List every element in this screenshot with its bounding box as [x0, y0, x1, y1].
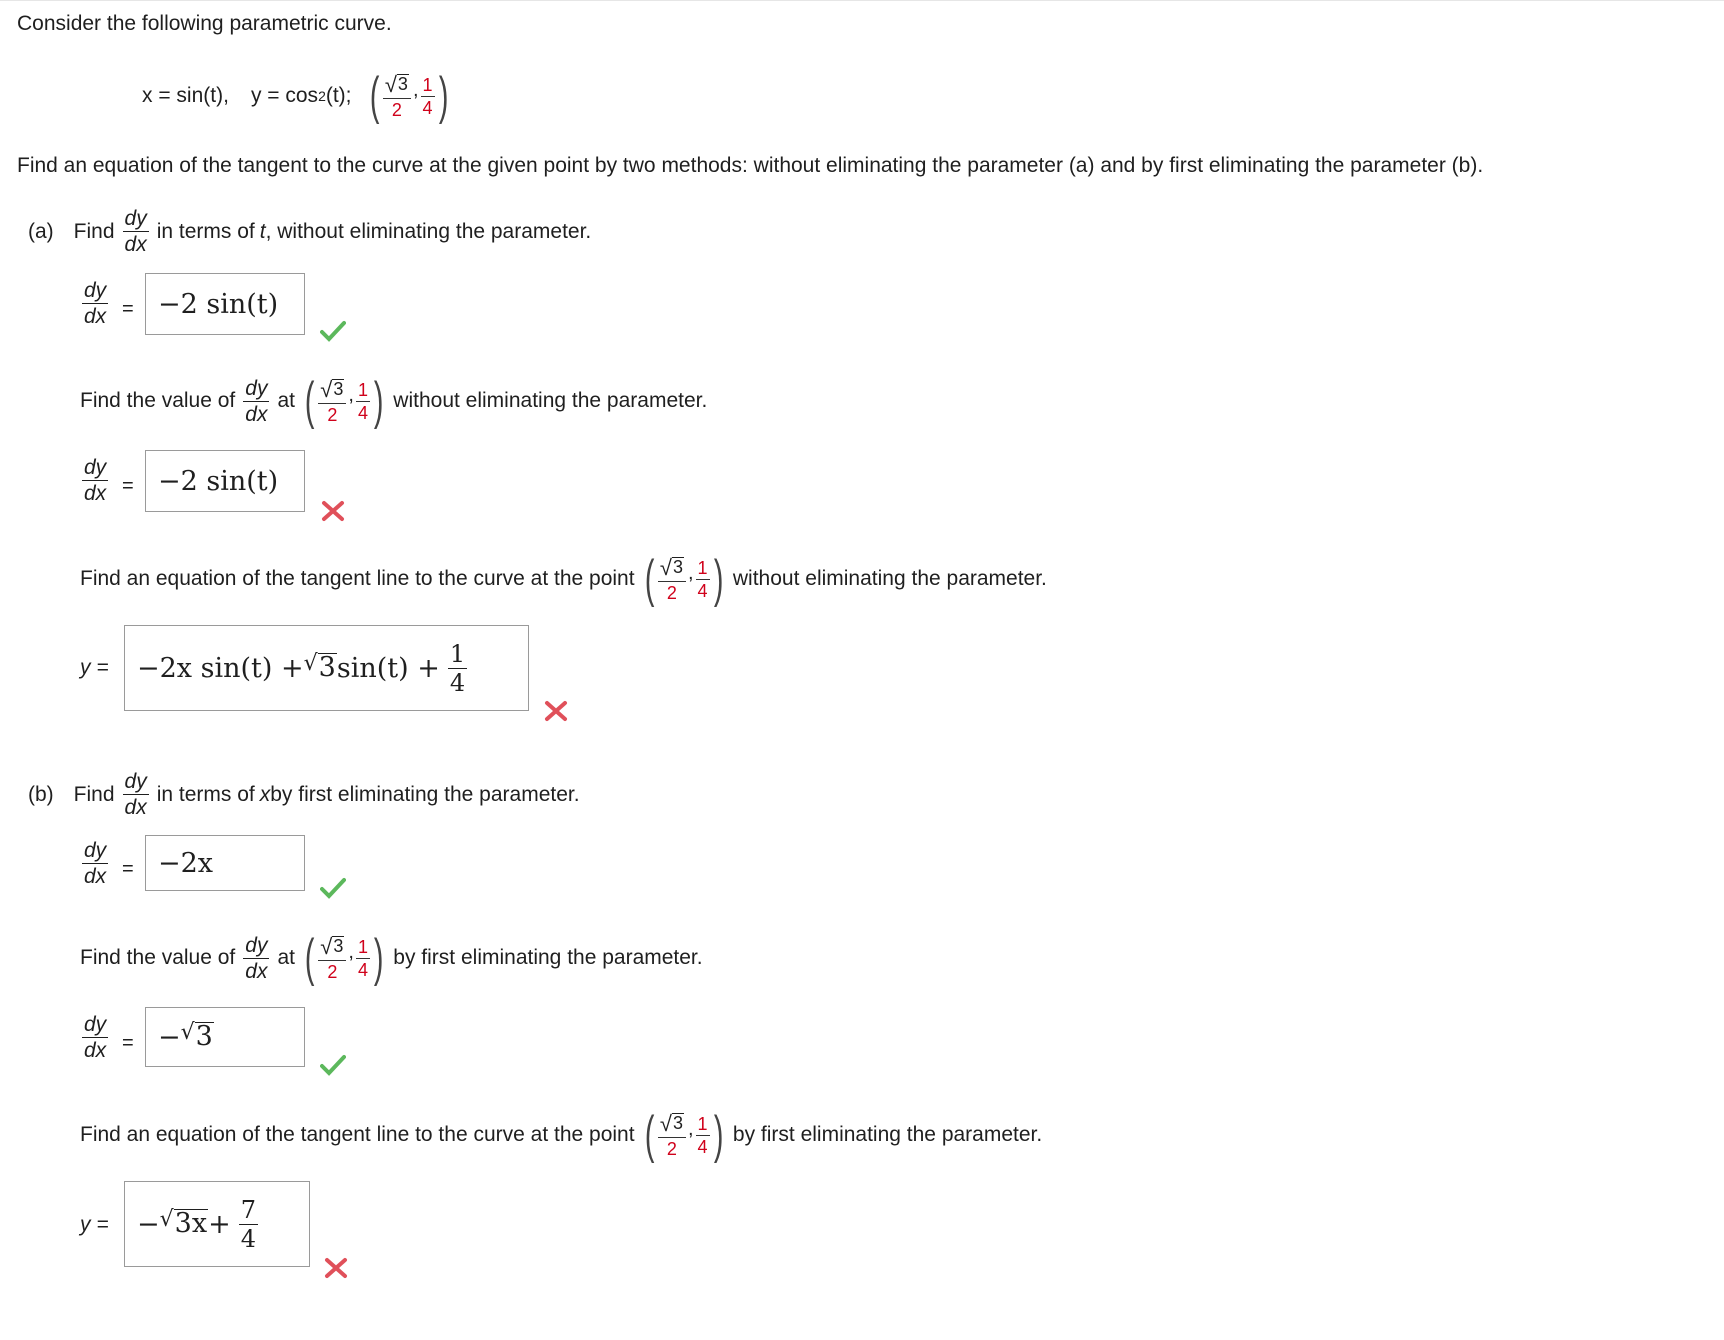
part-a-label: (a) [28, 219, 54, 243]
b2-check-icon [320, 1054, 346, 1076]
x-equation: x = sin(t), [142, 84, 229, 107]
a1-answer-input[interactable]: −2 sin(t) [145, 273, 305, 335]
b1-equals: = [122, 858, 134, 880]
a2-dydx-label: $\frac{dy}{dx}$ [84, 456, 107, 505]
a2-point: ( √ 3 2 , $\frac{1}{4}$ ) [304, 372, 384, 430]
a3-answer-input[interactable]: −2x sin(t) + √ 3 sin(t) + $\frac{1}{4}$ [124, 625, 529, 711]
a3-prompt: Find an equation of the tangent line to the curve at the point ( √ 3 2 , $\frac{1}{4}$ ) without eliminating the parameter. [80, 550, 1047, 608]
prompt-text-end: , without eliminating the parameter. [265, 219, 592, 243]
top-divider [0, 0, 1724, 1]
b3-prompt: Find an equation of the tangent line to the curve at the point ( √ 3 2 , $\frac{1}{4}$ ) by first eliminating the parameter. [80, 1106, 1043, 1164]
y-exponent: 2 [318, 88, 326, 104]
dy-dx-fraction: $\frac{dy}{dx}$ [124, 207, 147, 256]
given-point: ( √ 3 2 , $\frac{1}{4}$ ) [369, 67, 448, 125]
b2-prompt: Find the value of $\frac{dy}{dx}$ at ( √ 3 2 , $\frac{1}{4}$ ) by first eliminating the parameter. [80, 929, 703, 987]
a2-equals: = [122, 475, 134, 497]
prompt-text: in terms of [156, 219, 255, 243]
b1-answer-input[interactable]: −2x [145, 835, 305, 891]
b1-check-icon [320, 877, 346, 899]
b2-answer-input[interactable]: − √ 3 [145, 1007, 305, 1067]
a2-prompt: Find the value of $\frac{dy}{dx}$ at ( √ 3 2 , $\frac{1}{4}$ ) without eliminating the parameter. [80, 372, 708, 430]
intro-text: Consider the following parametric curve. [17, 12, 392, 35]
b3-answer-input[interactable]: − √ 3x + $\frac{7}{4}$ [124, 1181, 310, 1267]
b1-dydx-label: $\frac{dy}{dx}$ [84, 839, 107, 888]
b2-equals: = [122, 1032, 134, 1054]
a3-y-label: y = [80, 656, 109, 679]
instructions-text: Find an equation of the tangent to the curve at the given point by two methods: without eliminating the parameter (a) and by first eliminating the parameter (b). [17, 154, 1484, 177]
prompt-var: x [259, 782, 271, 806]
part-b-label: (b) [28, 782, 54, 806]
find-word: Find [73, 782, 115, 806]
y-equation-tail: (t); [325, 84, 352, 107]
prompt-text: in terms of [156, 782, 255, 806]
a2-answer-input[interactable]: −2 sin(t) [145, 450, 305, 512]
dy-dx-fraction: $\frac{dy}{dx}$ [124, 770, 147, 819]
b2-point: ( √ 3 2 , $\frac{1}{4}$ ) [304, 929, 384, 987]
prompt-text-end: by first eliminating the parameter. [270, 782, 580, 806]
part-b-prompt [28, 771, 580, 818]
a1-dydx-label: $\frac{dy}{dx}$ [84, 279, 107, 328]
b3-y-label: y = [80, 1213, 109, 1236]
b3-cross-icon [323, 1257, 349, 1279]
a3-cross-icon [543, 700, 569, 722]
b2-dydx-label: $\frac{dy}{dx}$ [84, 1013, 107, 1062]
a1-check-icon [320, 320, 346, 342]
y-equation: y = cos [250, 84, 319, 107]
part-a-prompt [28, 208, 591, 255]
a2-cross-icon [320, 500, 346, 522]
prompt-var: t [259, 219, 266, 243]
find-word: Find [73, 219, 115, 243]
b3-point: ( √ 3 2 , $\frac{1}{4}$ ) [644, 1106, 723, 1164]
curve-equation [142, 67, 452, 125]
a1-equals: = [122, 298, 134, 320]
a3-point: ( √ 3 2 , $\frac{1}{4}$ ) [644, 550, 723, 608]
